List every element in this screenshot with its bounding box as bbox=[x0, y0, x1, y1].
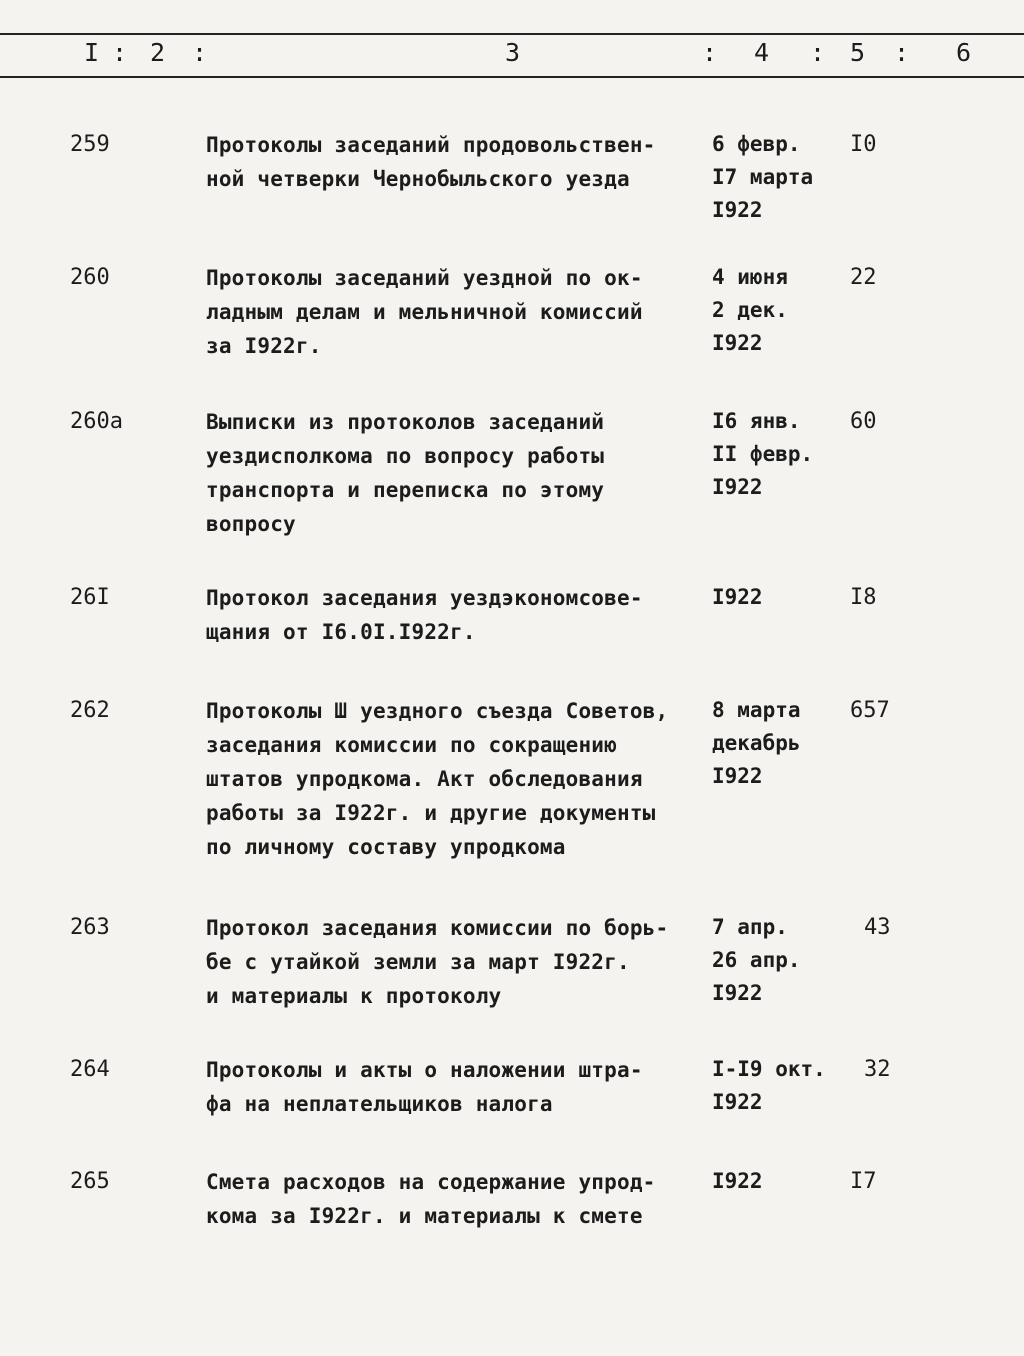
case-title-line: Протоколы заседаний уездной по ок- bbox=[206, 266, 643, 290]
case-title bbox=[206, 405, 702, 541]
case-title-line: штатов упродкома. Акт обследования bbox=[206, 767, 643, 791]
case-title-line: Протоколы и акты о наложении штра- bbox=[206, 1058, 643, 1082]
case-number: 263 bbox=[70, 915, 110, 940]
case-title-line: заседания комиссии по сокращению bbox=[206, 733, 617, 757]
sheet-count: 22 bbox=[850, 265, 877, 290]
case-title-line: и материалы к протоколу bbox=[206, 984, 502, 1008]
sheet-count: I7 bbox=[850, 1169, 877, 1194]
case-date-line: I922 bbox=[712, 1090, 763, 1114]
case-dates bbox=[712, 694, 842, 793]
case-number: 264 bbox=[70, 1057, 110, 1082]
case-title-line: уездисполкома по вопросу работы bbox=[206, 444, 605, 468]
header-bottom-rule bbox=[0, 76, 1024, 78]
case-title-line: Протокол заседания комиссии по борь- bbox=[206, 916, 669, 940]
case-date-line: 4 июня bbox=[712, 265, 788, 289]
case-title bbox=[206, 581, 702, 649]
case-dates bbox=[712, 1165, 842, 1198]
case-title bbox=[206, 1053, 702, 1121]
column-header-4: 4 bbox=[754, 38, 770, 67]
case-title-line: кома за I922г. и материалы к смете bbox=[206, 1204, 643, 1228]
case-title-line: Протокол заседания уездэкономсове- bbox=[206, 586, 643, 610]
case-title bbox=[206, 1165, 702, 1233]
case-title bbox=[206, 694, 702, 864]
sheet-count: 43 bbox=[864, 915, 891, 940]
case-title-line: бе с утайкой земли за март I922г. bbox=[206, 950, 630, 974]
case-title-line: Смета расходов на содержание упрод- bbox=[206, 1170, 656, 1194]
case-title-line: вопросу bbox=[206, 512, 296, 536]
case-title-line: за I922г. bbox=[206, 334, 322, 358]
case-number: 260 bbox=[70, 265, 110, 290]
case-date-line: I922 bbox=[712, 981, 763, 1005]
sheet-count: I8 bbox=[850, 585, 877, 610]
case-title-line: Протоколы заседаний продовольствен- bbox=[206, 133, 656, 157]
case-date-line: II февр. bbox=[712, 442, 814, 466]
case-title-line: ладным делам и мельничной комиссий bbox=[206, 300, 643, 324]
column-separator: : bbox=[810, 38, 826, 67]
column-header-1: I bbox=[84, 38, 100, 67]
column-header-3: 3 bbox=[505, 38, 521, 67]
case-dates bbox=[712, 405, 842, 504]
case-date-line: I922 bbox=[712, 198, 763, 222]
case-title-line: транспорта и переписка по этому bbox=[206, 478, 605, 502]
case-title-line: Протоколы Ш уездного съезда Советов, bbox=[206, 699, 669, 723]
case-date-line: I922 bbox=[712, 331, 763, 355]
case-date-line: I922 bbox=[712, 764, 763, 788]
case-date-line: 26 апр. bbox=[712, 948, 801, 972]
case-dates bbox=[712, 1053, 842, 1119]
column-separator: : bbox=[112, 38, 128, 67]
case-date-line: I922 bbox=[712, 585, 763, 609]
column-separator: : bbox=[894, 38, 910, 67]
case-date-line: I7 марта bbox=[712, 165, 814, 189]
column-header-6: 6 bbox=[956, 38, 972, 67]
case-title-line: фа на неплательщиков налога bbox=[206, 1092, 553, 1116]
case-title bbox=[206, 911, 702, 1013]
case-date-line: 6 февр. bbox=[712, 132, 801, 156]
case-date-line: декабрь bbox=[712, 731, 801, 755]
case-date-line: I922 bbox=[712, 475, 763, 499]
sheet-count: 657 bbox=[850, 698, 890, 723]
case-date-line: 7 апр. bbox=[712, 915, 788, 939]
header-top-rule bbox=[0, 33, 1024, 35]
case-dates bbox=[712, 581, 842, 614]
case-title-line: Выписки из протоколов заседаний bbox=[206, 410, 605, 434]
case-date-line: 8 марта bbox=[712, 698, 801, 722]
sheet-count: 32 bbox=[864, 1057, 891, 1082]
case-title bbox=[206, 128, 702, 196]
case-title-line: щания от I6.0I.I922г. bbox=[206, 620, 476, 644]
case-date-line: I-I9 окт. bbox=[712, 1057, 826, 1081]
sheet-count: I0 bbox=[850, 132, 877, 157]
case-number: 262 bbox=[70, 698, 110, 723]
case-title-line: по личному составу упродкома bbox=[206, 835, 566, 859]
case-number: 265 bbox=[70, 1169, 110, 1194]
case-dates bbox=[712, 261, 842, 360]
case-title-line: ной четверки Чернобыльского уезда bbox=[206, 167, 630, 191]
case-number: 259 bbox=[70, 132, 110, 157]
column-header-5: 5 bbox=[850, 38, 866, 67]
column-header-2: 2 bbox=[150, 38, 166, 67]
column-separator: : bbox=[702, 38, 718, 67]
column-separator: : bbox=[192, 38, 208, 67]
case-number: 260а bbox=[70, 409, 123, 434]
case-date-line: 2 дек. bbox=[712, 298, 788, 322]
case-dates bbox=[712, 911, 842, 1010]
case-number: 26I bbox=[70, 585, 110, 610]
case-date-line: I922 bbox=[712, 1169, 763, 1193]
sheet-count: 60 bbox=[850, 409, 877, 434]
case-title bbox=[206, 261, 702, 363]
case-title-line: работы за I922г. и другие документы bbox=[206, 801, 656, 825]
case-dates bbox=[712, 128, 842, 227]
case-date-line: I6 янв. bbox=[712, 409, 801, 433]
